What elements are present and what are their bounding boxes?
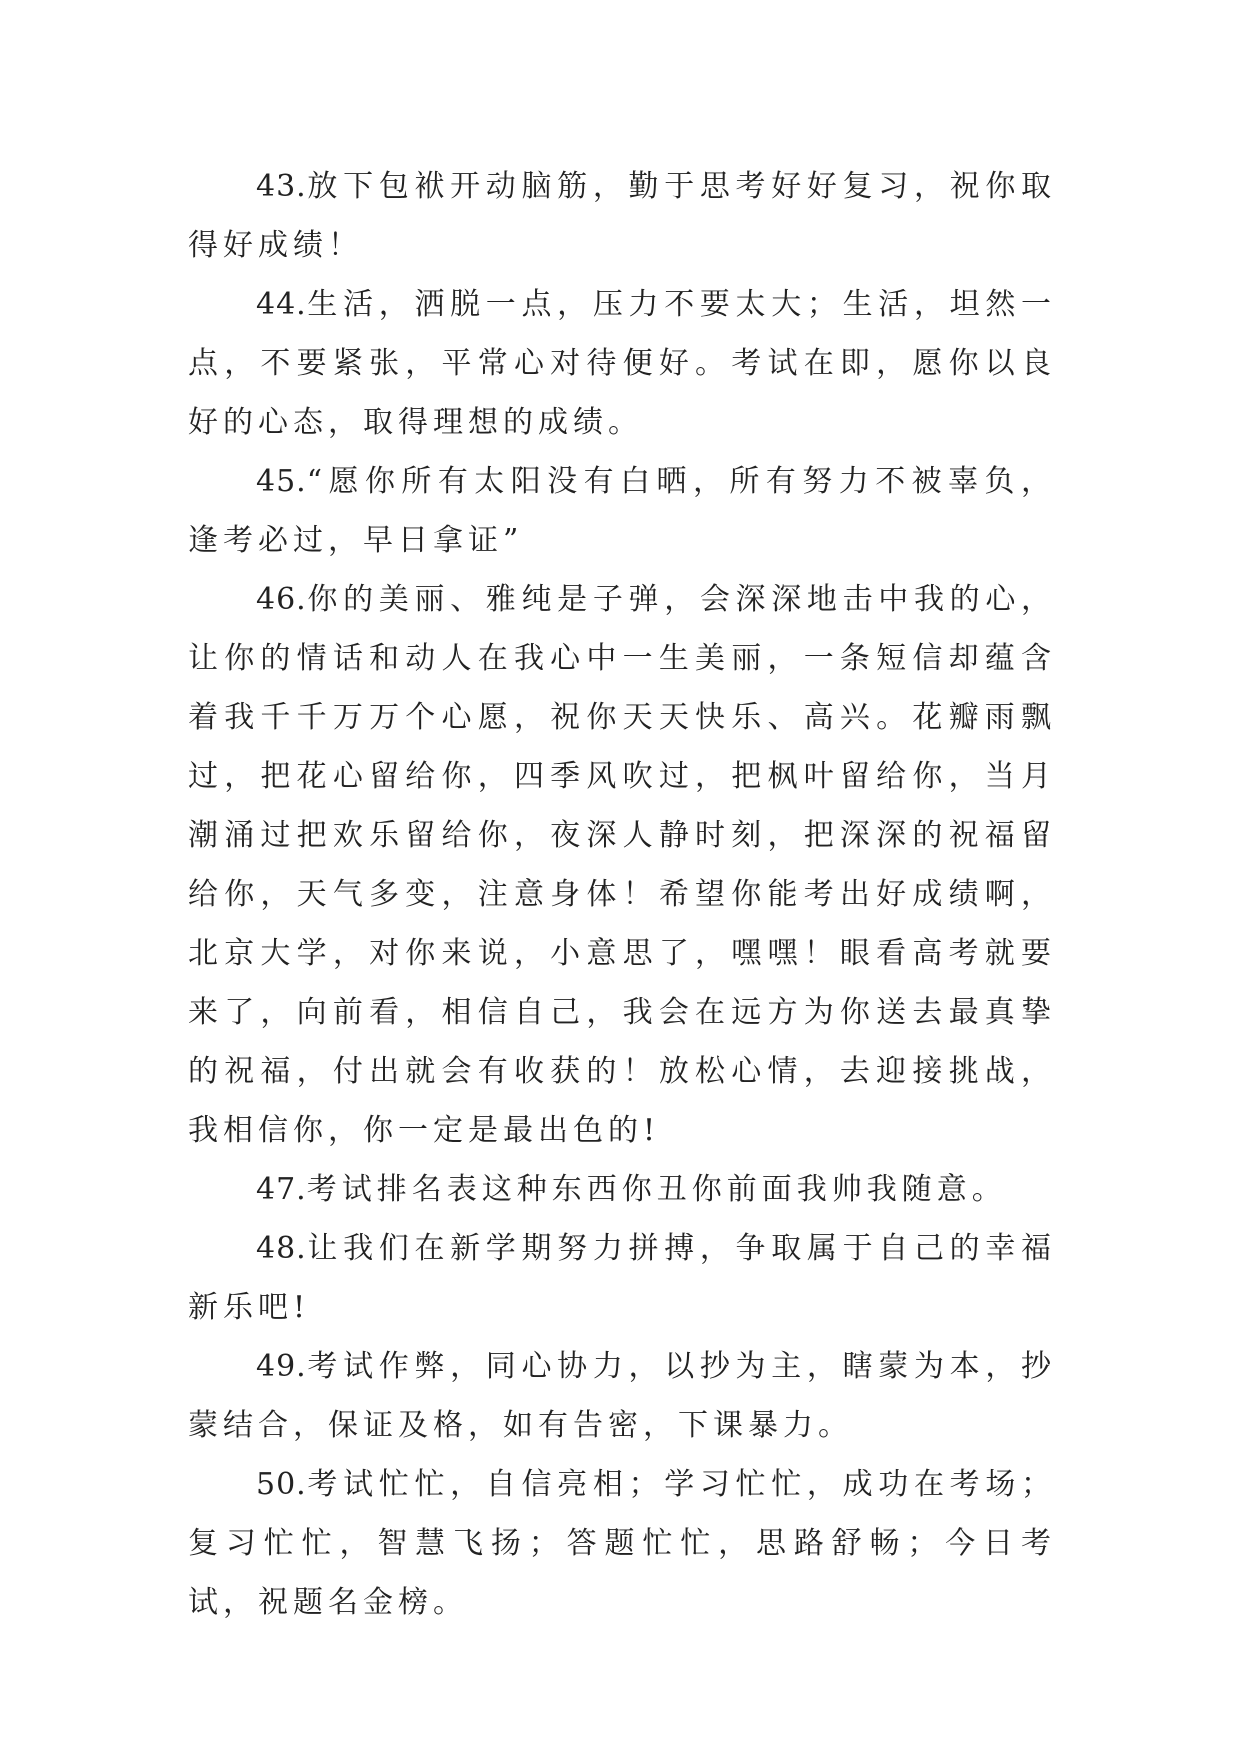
item-text: 生活，洒脱一点，压力不要太大；生活，坦然一点，不要紧张，平常心对待便好。考试在即，愿你以良好的心态，取得理想的成绩。	[188, 287, 1056, 440]
item-number: 47.	[256, 1172, 307, 1207]
item-text: “愿你所有太阳没有白晒，所有努力不被辜负，逢考必过，早日拿证”	[188, 464, 1056, 558]
list-item-50	[188, 1455, 1056, 1632]
list-item-44	[188, 275, 1056, 452]
item-text: 考试作弊，同心协力，以抄为主，瞎蒙为本，抄蒙结合，保证及格，如有告密，下课暴力。	[188, 1349, 1056, 1443]
list-item-49	[188, 1337, 1056, 1455]
item-number: 50.	[256, 1467, 307, 1502]
item-text: 让我们在新学期努力拼搏，争取属于自己的幸福新乐吧!	[188, 1231, 1056, 1325]
item-text: 你的美丽、雅纯是子弹，会深深地击中我的心，让你的情话和动人在我心中一生美丽，一条短信却蕴含着我千千万万个心愿，祝你天天快乐、高兴。花瓣雨飘过，把花心留给你，四季风吹过，把枫叶留给你，当月潮涌过把欢乐留给你，夜深人静时刻，把深深的祝福留给你，天气多变，注意身体！希望你能考出好成绩啊，北京大学，对你来说，小意思了，嘿嘿！眼看高考就要来了，向前看，相信自己，我会在远方为你送去最真挚的祝福，付出就会有收获的！放松心情，去迎接挑战，我相信你，你一定是最出色的!	[188, 582, 1056, 1148]
item-text: 放下包袱开动脑筋，勤于思考好好复习，祝你取得好成绩！	[188, 169, 1056, 263]
item-number: 48.	[256, 1231, 307, 1266]
document-body	[188, 157, 1056, 1632]
item-text: 考试忙忙，自信亮相；学习忙忙，成功在考场；复习忙忙，智慧飞扬；答题忙忙，思路舒畅；今日考试，祝题名金榜。	[188, 1467, 1056, 1620]
item-number: 49.	[256, 1349, 307, 1384]
list-item-46	[188, 570, 1056, 1160]
item-number: 44.	[256, 287, 307, 322]
item-text: 考试排名表这种东西你丑你前面我帅我随意。	[306, 1172, 1007, 1207]
item-number: 43.	[256, 169, 307, 204]
list-item-47	[188, 1160, 1056, 1219]
list-item-48	[188, 1219, 1056, 1337]
item-number: 45.	[256, 464, 307, 499]
list-item-43	[188, 157, 1056, 275]
list-item-45	[188, 452, 1056, 570]
item-number: 46.	[256, 582, 307, 617]
